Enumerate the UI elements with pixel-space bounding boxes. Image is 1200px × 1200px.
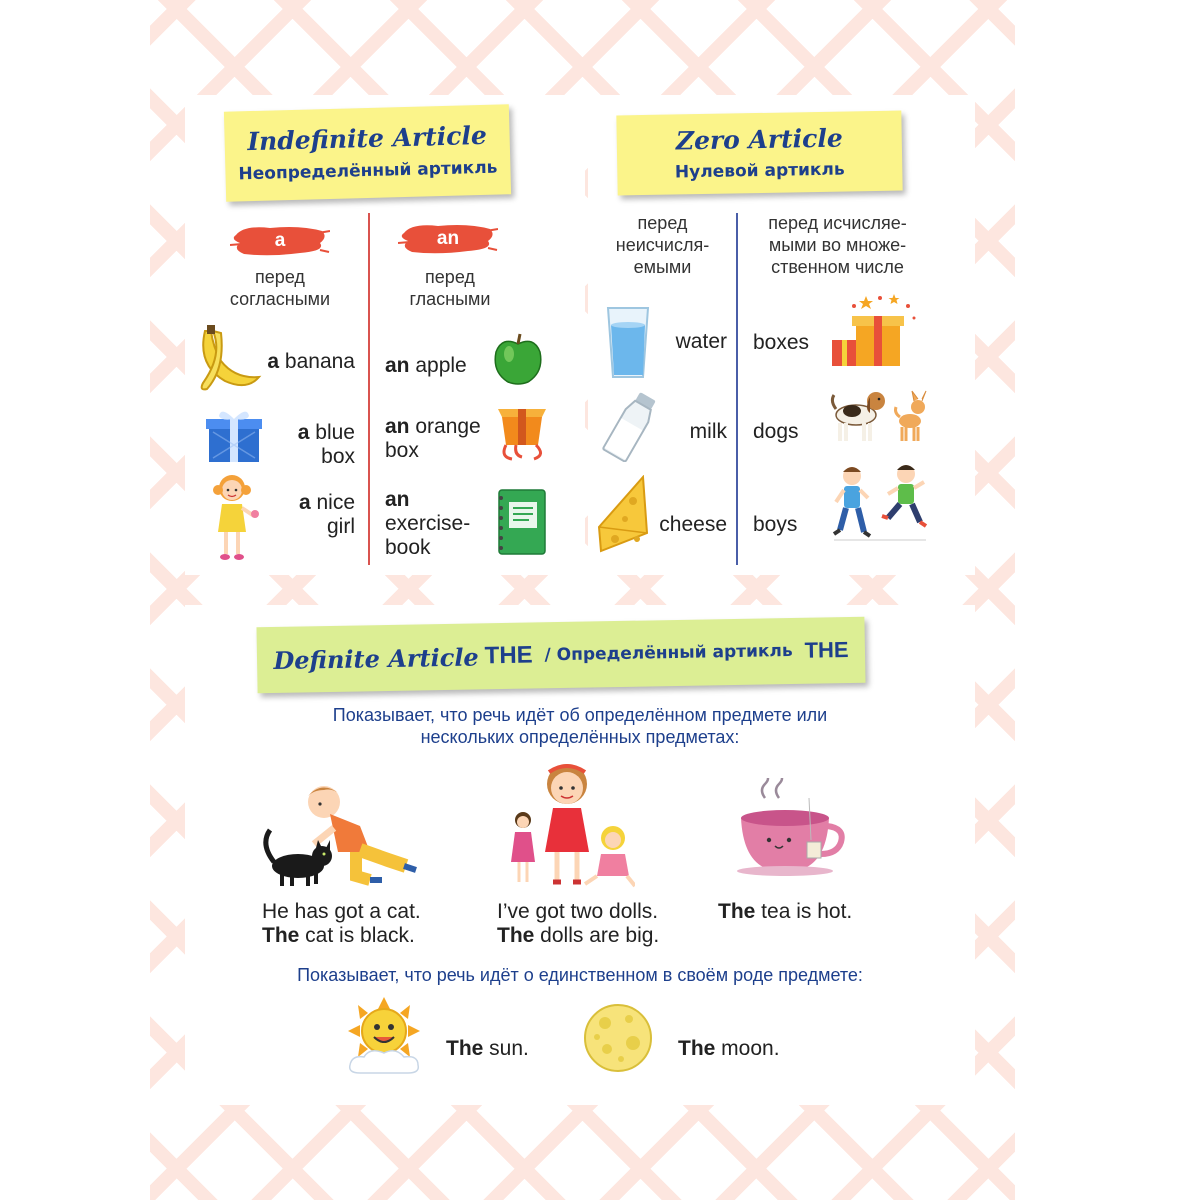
blue-box-phrase: [260, 421, 355, 469]
noun-word: exercise-: [385, 512, 471, 535]
blue-gift-icon: [205, 408, 263, 464]
zero-divider: [736, 213, 738, 565]
dolls-example-line1: I’ve got two dolls.: [497, 900, 659, 923]
sun-word: sun.: [483, 1037, 529, 1060]
zero-article-title: Zero Article: [675, 123, 843, 156]
exercise-book-icon: [495, 488, 549, 558]
noun-word-line2: box: [321, 445, 355, 468]
definite-article-title: Definite Article: [273, 641, 479, 675]
article-word: a: [267, 350, 280, 373]
dogs-word: dogs: [753, 420, 799, 443]
col-an-caption-line2: гласными: [409, 289, 491, 309]
worksheet-page: [150, 0, 1015, 1200]
cheese-word: cheese: [659, 513, 727, 536]
noun-word: banana: [279, 350, 355, 373]
article-a-badge: [230, 223, 330, 259]
article-word: a: [298, 491, 311, 514]
article-the: The: [678, 1037, 716, 1060]
tea-cup-icon: [735, 778, 847, 878]
article-word: an: [385, 488, 410, 511]
tea-example-text: [718, 900, 888, 924]
col-a-caption-line1: перед: [255, 267, 305, 287]
uncountable-caption: [590, 212, 735, 278]
definite-article-subtitle: / Определённый артикль: [538, 640, 799, 666]
dogs-icon: [830, 385, 930, 445]
boy-with-cat-icon: [260, 780, 430, 890]
apple-icon: [492, 332, 544, 386]
article-the: The: [497, 924, 535, 947]
cat-example-line2: cat is black.: [299, 924, 415, 947]
definite-article-note: [256, 617, 865, 694]
girl-with-dolls-icon: [505, 758, 635, 890]
dolls-example-line2: dolls are big.: [534, 924, 660, 947]
indefinite-article-note: [224, 104, 511, 201]
gift-boxes-icon: [830, 290, 922, 368]
uncountable-caption-line1: перед: [637, 213, 688, 233]
running-boys-icon: [830, 462, 930, 544]
article-word: an: [385, 415, 410, 438]
nice-girl-phrase: [260, 491, 355, 539]
article-the: The: [262, 924, 300, 947]
definite-article-subtitle-the: THE: [804, 636, 849, 663]
exercise-book-phrase: [385, 488, 495, 560]
milk-bottle-icon: [600, 390, 662, 462]
moon-word: moon.: [715, 1037, 780, 1060]
indefinite-divider: [368, 213, 370, 565]
plural-caption-line3: ственном числе: [771, 257, 904, 277]
uncountable-caption-line2: неисчисля-: [615, 235, 710, 255]
definite-usage-1-line2: нескольких определённых предметах:: [420, 727, 740, 747]
water-word: water: [675, 330, 727, 353]
article-the: The: [718, 900, 756, 923]
plural-caption: [745, 212, 930, 278]
cat-example-line1: He has got a cat.: [262, 900, 421, 923]
indefinite-article-title: Indefinite Article: [247, 120, 488, 157]
glass-water-icon: [605, 305, 651, 380]
apple-phrase: [385, 354, 495, 378]
article-an-badge-label: an: [436, 228, 460, 249]
cheese-icon: [595, 475, 650, 555]
col-an-caption: [375, 266, 525, 310]
col-a-caption-line2: согласными: [229, 289, 331, 309]
definite-usage-1: [210, 704, 950, 748]
uncountable-caption-line3: емыми: [633, 257, 692, 277]
article-an-badge: [398, 221, 498, 257]
sun-text: [446, 1037, 586, 1061]
zero-article-note: [616, 111, 902, 196]
boys-word: boys: [753, 513, 798, 536]
article-the: The: [446, 1037, 484, 1060]
plural-caption-line2: мыми во множе-: [768, 235, 907, 255]
zero-article-subtitle: Нулевой артикль: [674, 159, 845, 183]
article-word: an: [385, 354, 410, 377]
girl-icon: [210, 470, 260, 562]
banana-icon: [195, 325, 263, 395]
plural-caption-line1: перед исчисляе-: [768, 213, 907, 233]
milk-word: milk: [689, 420, 727, 443]
noun-word-line2: box: [385, 439, 419, 462]
noun-word: nice: [310, 491, 355, 514]
noun-word: blue: [309, 421, 355, 444]
tea-example-line1: tea is hot.: [755, 900, 853, 923]
definite-article-title-the: THE: [484, 641, 533, 670]
dolls-example-text: [497, 900, 707, 948]
col-an-caption-line1: перед: [425, 267, 475, 287]
moon-text: [678, 1037, 818, 1061]
noun-word: apple: [409, 354, 467, 377]
article-word: a: [297, 421, 310, 444]
col-a-caption: [205, 266, 355, 310]
cat-example-text: [262, 900, 462, 948]
orange-box-icon: [492, 403, 552, 463]
sun-icon: [340, 995, 428, 1075]
noun-word-line2: book: [385, 536, 431, 559]
moon-icon: [583, 1003, 653, 1073]
indefinite-article-subtitle: Неопределённый артикль: [238, 157, 498, 185]
noun-word-line2: girl: [326, 515, 355, 538]
noun-word: orange: [409, 415, 481, 438]
definite-usage-2: Показывает, что речь идёт о единственном в своём роде предмете:: [297, 965, 863, 985]
banana-phrase: [260, 350, 355, 374]
article-a-badge-label: a: [274, 230, 286, 251]
orange-box-phrase: [385, 415, 495, 463]
definite-usage-1-line1: Показывает, что речь идёт об определённом предмете или: [332, 705, 828, 725]
boxes-word: boxes: [753, 331, 810, 354]
